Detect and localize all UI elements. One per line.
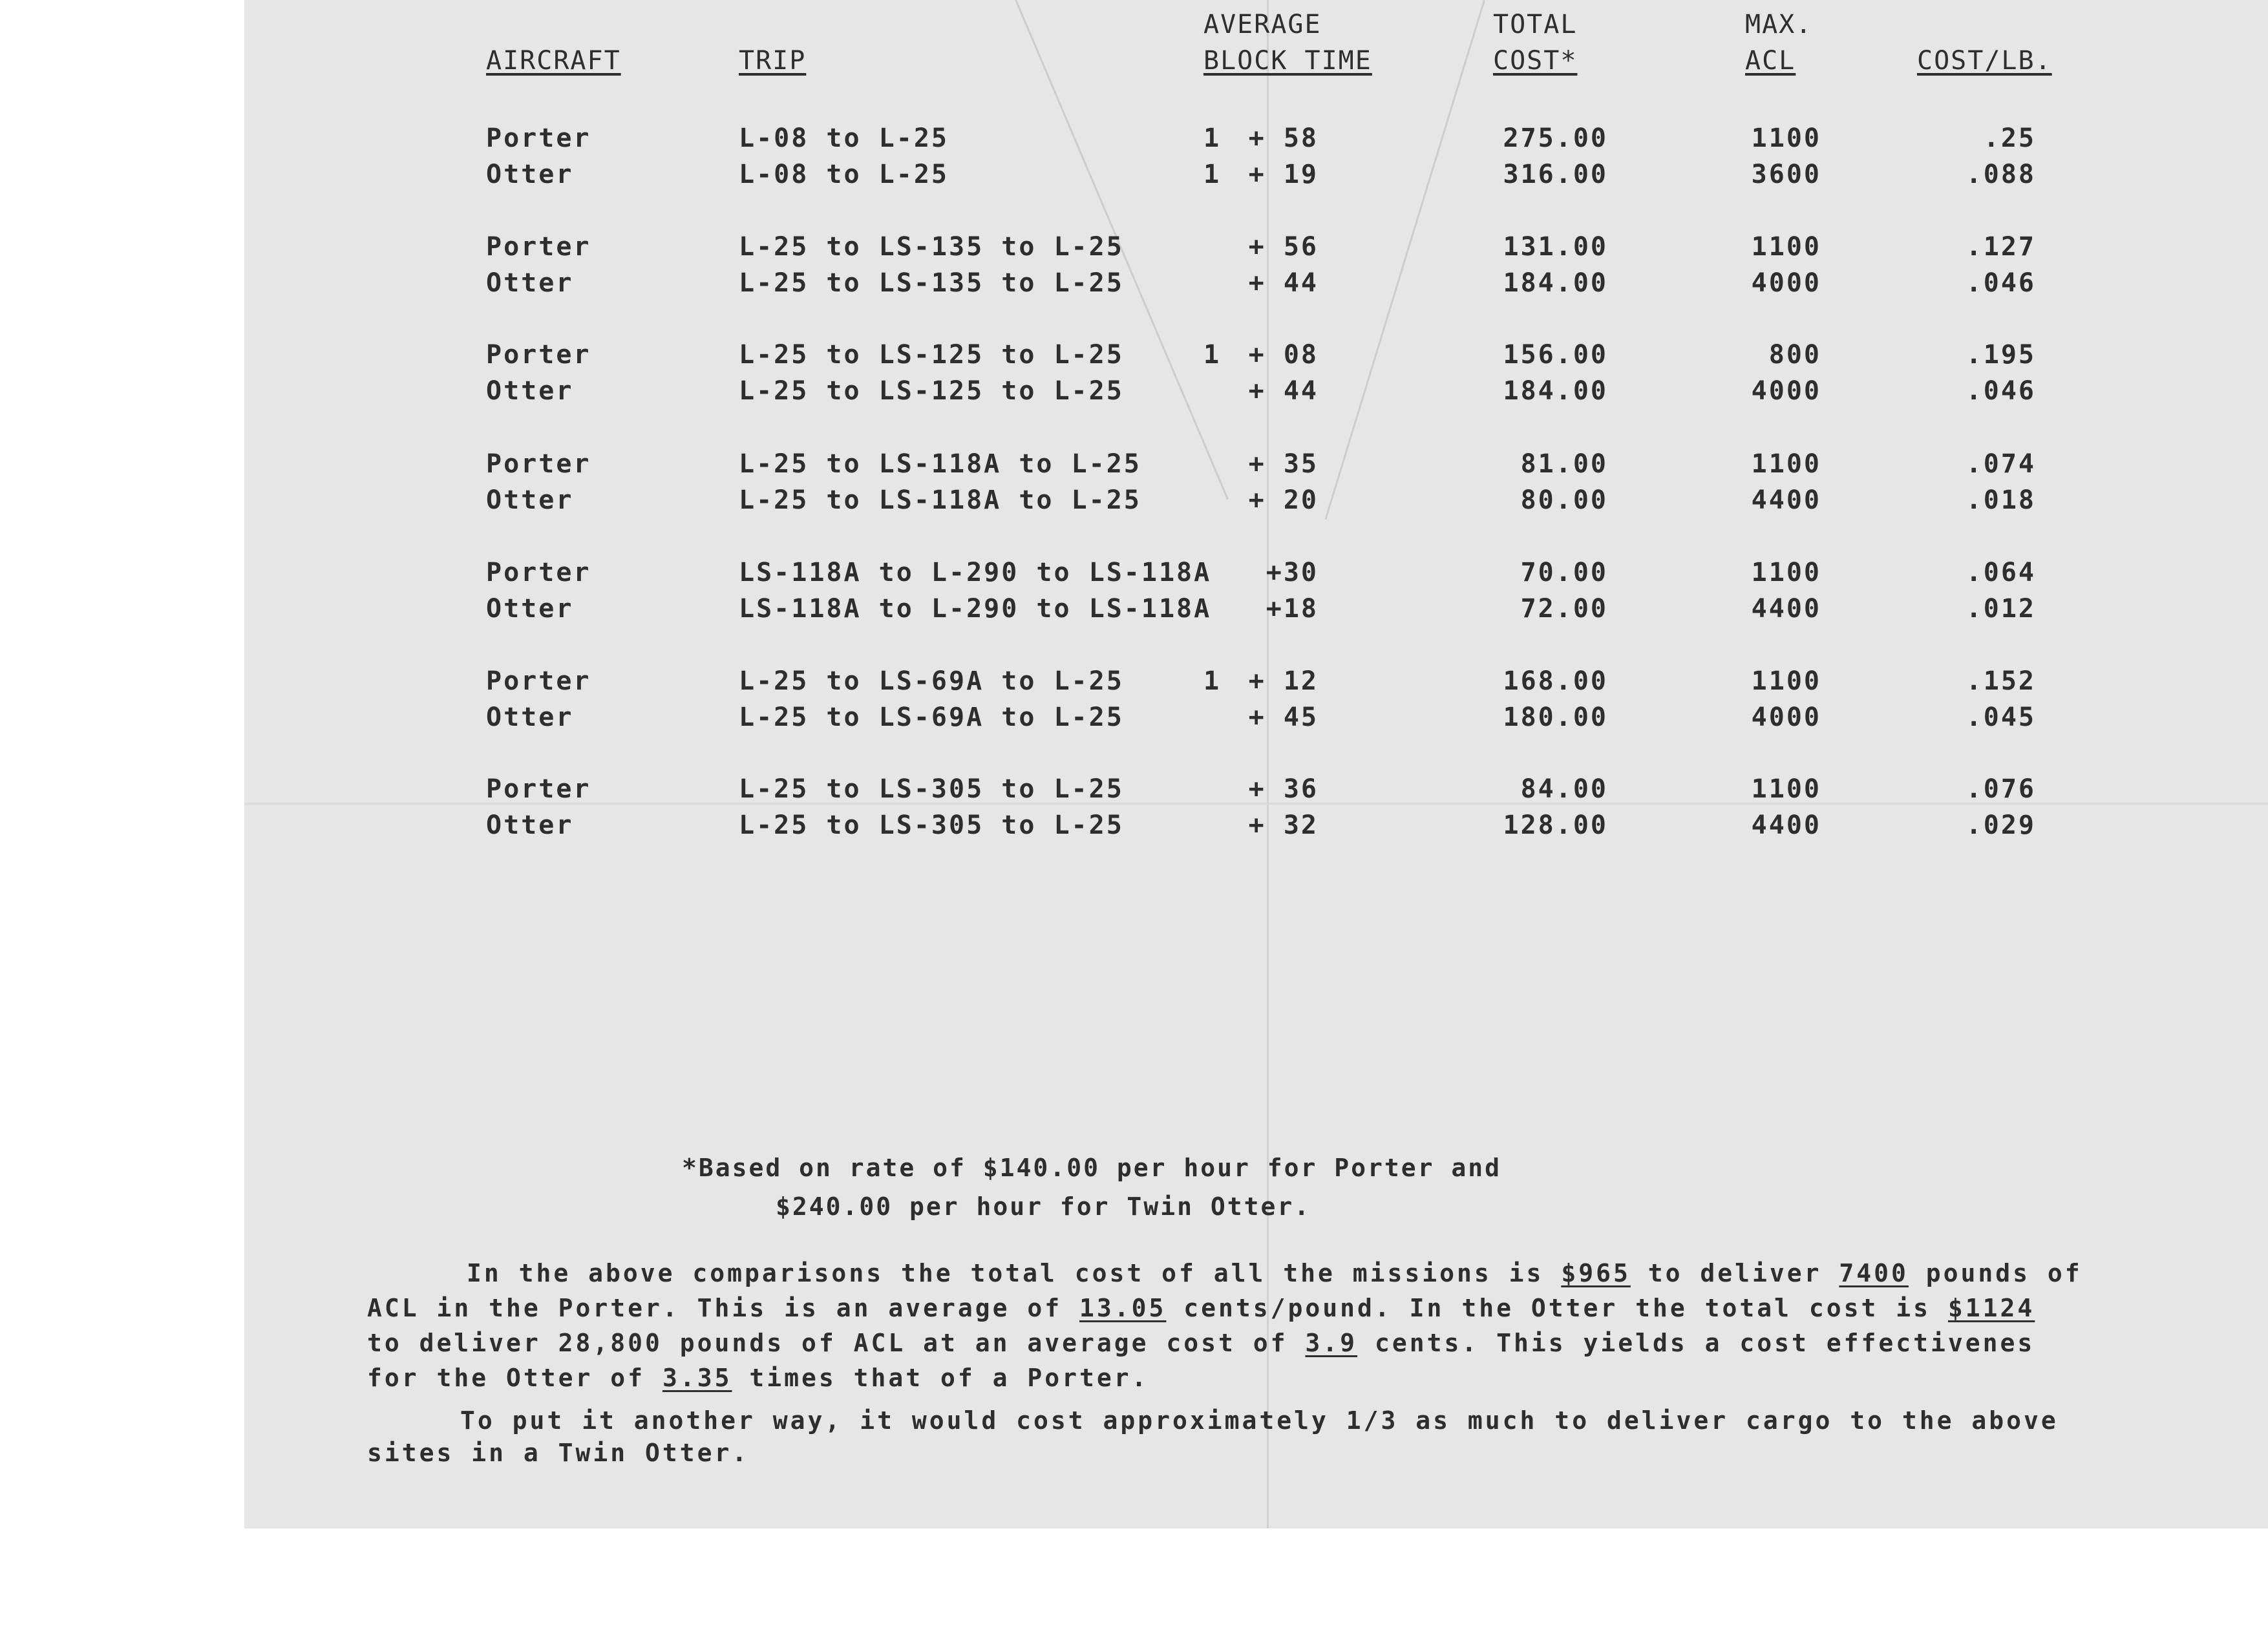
cell-max-acl: 3600 [1751, 160, 1821, 189]
cell-aircraft: Otter [486, 703, 574, 732]
cell-cost-per-lb: .046 [1966, 268, 2036, 298]
cell-block-minutes: + 08 [1248, 340, 1319, 370]
paragraph2-line2: sites in a Twin Otter. [367, 1439, 750, 1467]
cell-cost-per-lb: .012 [1966, 594, 2036, 624]
cell-total-cost: 70.00 [1520, 558, 1608, 587]
cell-cost-per-lb: .152 [1966, 666, 2036, 696]
cell-max-acl: 1100 [1751, 123, 1821, 153]
cell-block-minutes: +30 [1266, 558, 1319, 587]
cell-block-hours: 1 [1203, 340, 1222, 370]
cell-trip: L-25 to LS-125 to L-25 [739, 376, 1124, 406]
cell-trip: L-25 to LS-118A to L-25 [739, 449, 1141, 479]
cell-max-acl: 4000 [1751, 703, 1821, 732]
cell-block-minutes: + 20 [1248, 485, 1319, 515]
cell-max-acl: 1100 [1751, 232, 1821, 262]
cell-block-minutes: + 45 [1248, 703, 1319, 732]
cell-block-minutes: + 19 [1248, 160, 1319, 189]
cell-total-cost: 180.00 [1503, 703, 1608, 732]
cell-max-acl: 1100 [1751, 774, 1821, 804]
paragraph1-line2: ACL in the Porter. This is an average of 13.05 cents/pound. In the Otter the total cost is $1124 [367, 1294, 2035, 1322]
cell-cost-per-lb: .088 [1966, 160, 2036, 189]
cell-max-acl: 1100 [1751, 558, 1821, 587]
cell-cost-per-lb: .029 [1966, 810, 2036, 840]
cell-cost-per-lb: .127 [1966, 232, 2036, 262]
cell-total-cost: 72.00 [1520, 594, 1608, 624]
cell-block-minutes: + 56 [1248, 232, 1319, 262]
cell-block-hours: 1 [1203, 666, 1222, 696]
header-trip: TRIP [739, 46, 807, 76]
footnote-line2: $240.00 per hour for Twin Otter. [776, 1192, 1311, 1221]
cell-block-minutes: + 12 [1248, 666, 1319, 696]
cell-cost-per-lb: .25 [1983, 123, 2036, 153]
cell-block-hours: 1 [1203, 123, 1222, 153]
cell-block-minutes: + 36 [1248, 774, 1319, 804]
cell-block-minutes: +18 [1266, 594, 1319, 624]
cell-aircraft: Porter [486, 666, 591, 696]
cell-trip: LS-118A to L-290 to LS-118A [739, 594, 1212, 624]
paragraph1-line1: In the above comparisons the total cost of all the missions is $965 to deliver 7400 pounds of [467, 1259, 2083, 1287]
cell-max-acl: 800 [1768, 340, 1821, 370]
cell-aircraft: Otter [486, 594, 574, 624]
cell-block-hours: 1 [1203, 160, 1222, 189]
footnote-line1: *Based on rate of $140.00 per hour for Porter and [682, 1154, 1502, 1182]
cell-total-cost: 84.00 [1520, 774, 1608, 804]
cell-block-minutes: + 44 [1248, 268, 1319, 298]
cell-total-cost: 156.00 [1503, 340, 1608, 370]
cell-cost-per-lb: .046 [1966, 376, 2036, 406]
header-max-acl-line2: ACL [1745, 46, 1796, 76]
cell-total-cost: 128.00 [1503, 810, 1608, 840]
cell-trip: L-25 to LS-135 to L-25 [739, 268, 1124, 298]
header-block-time-line1: AVERAGE [1203, 10, 1322, 39]
cell-block-minutes: + 35 [1248, 449, 1319, 479]
header-cost-per-lb: COST/LB. [1917, 46, 2052, 76]
cell-aircraft: Otter [486, 376, 574, 406]
cell-max-acl: 1100 [1751, 449, 1821, 479]
cell-trip: L-08 to L-25 [739, 160, 949, 189]
cell-cost-per-lb: .018 [1966, 485, 2036, 515]
header-block-time-line2: BLOCK TIME [1203, 46, 1372, 76]
paragraph1-line4: for the Otter of 3.35 times that of a Porter. [367, 1364, 1149, 1392]
paragraph1-line3: to deliver 28,800 pounds of ACL at an average cost of 3.9 cents. This yields a cost effectivenes [367, 1329, 2035, 1357]
cell-trip: L-25 to LS-69A to L-25 [739, 666, 1124, 696]
cell-max-acl: 4400 [1751, 594, 1821, 624]
cell-total-cost: 275.00 [1503, 123, 1608, 153]
header-aircraft: AIRCRAFT [486, 46, 621, 76]
cell-cost-per-lb: .076 [1966, 774, 2036, 804]
cell-aircraft: Porter [486, 558, 591, 587]
cell-aircraft: Otter [486, 810, 574, 840]
cell-total-cost: 184.00 [1503, 268, 1608, 298]
cell-aircraft: Porter [486, 449, 591, 479]
cell-total-cost: 316.00 [1503, 160, 1608, 189]
cell-cost-per-lb: .045 [1966, 703, 2036, 732]
cell-cost-per-lb: .074 [1966, 449, 2036, 479]
header-total-cost-line2: COST* [1493, 46, 1578, 76]
cell-aircraft: Porter [486, 774, 591, 804]
cell-trip: L-08 to L-25 [739, 123, 949, 153]
cell-total-cost: 81.00 [1520, 449, 1608, 479]
cell-aircraft: Porter [486, 123, 591, 153]
cell-block-minutes: + 58 [1248, 123, 1319, 153]
cell-aircraft: Otter [486, 160, 574, 189]
cell-max-acl: 4400 [1751, 485, 1821, 515]
header-total-cost-line1: TOTAL [1493, 10, 1578, 39]
cell-trip: L-25 to LS-305 to L-25 [739, 774, 1124, 804]
cell-trip: L-25 to LS-69A to L-25 [739, 703, 1124, 732]
cell-total-cost: 80.00 [1520, 485, 1608, 515]
cell-total-cost: 168.00 [1503, 666, 1608, 696]
cell-max-acl: 4400 [1751, 810, 1821, 840]
cell-trip: L-25 to LS-118A to L-25 [739, 485, 1141, 515]
cell-trip: L-25 to LS-125 to L-25 [739, 340, 1124, 370]
cell-cost-per-lb: .064 [1966, 558, 2036, 587]
cell-max-acl: 4000 [1751, 376, 1821, 406]
cell-aircraft: Porter [486, 232, 591, 262]
cell-block-minutes: + 44 [1248, 376, 1319, 406]
cell-max-acl: 4000 [1751, 268, 1821, 298]
cell-total-cost: 184.00 [1503, 376, 1608, 406]
cell-block-minutes: + 32 [1248, 810, 1319, 840]
paragraph2-line1: To put it another way, it would cost approximately 1/3 as much to deliver cargo to the above [460, 1406, 2059, 1435]
cell-trip: LS-118A to L-290 to LS-118A [739, 558, 1212, 587]
cell-trip: L-25 to LS-135 to L-25 [739, 232, 1124, 262]
cell-aircraft: Otter [486, 268, 574, 298]
cell-cost-per-lb: .195 [1966, 340, 2036, 370]
cell-total-cost: 131.00 [1503, 232, 1608, 262]
cell-aircraft: Otter [486, 485, 574, 515]
cell-trip: L-25 to LS-305 to L-25 [739, 810, 1124, 840]
header-max-acl-line1: MAX. [1745, 10, 1813, 39]
cell-max-acl: 1100 [1751, 666, 1821, 696]
cell-aircraft: Porter [486, 340, 591, 370]
